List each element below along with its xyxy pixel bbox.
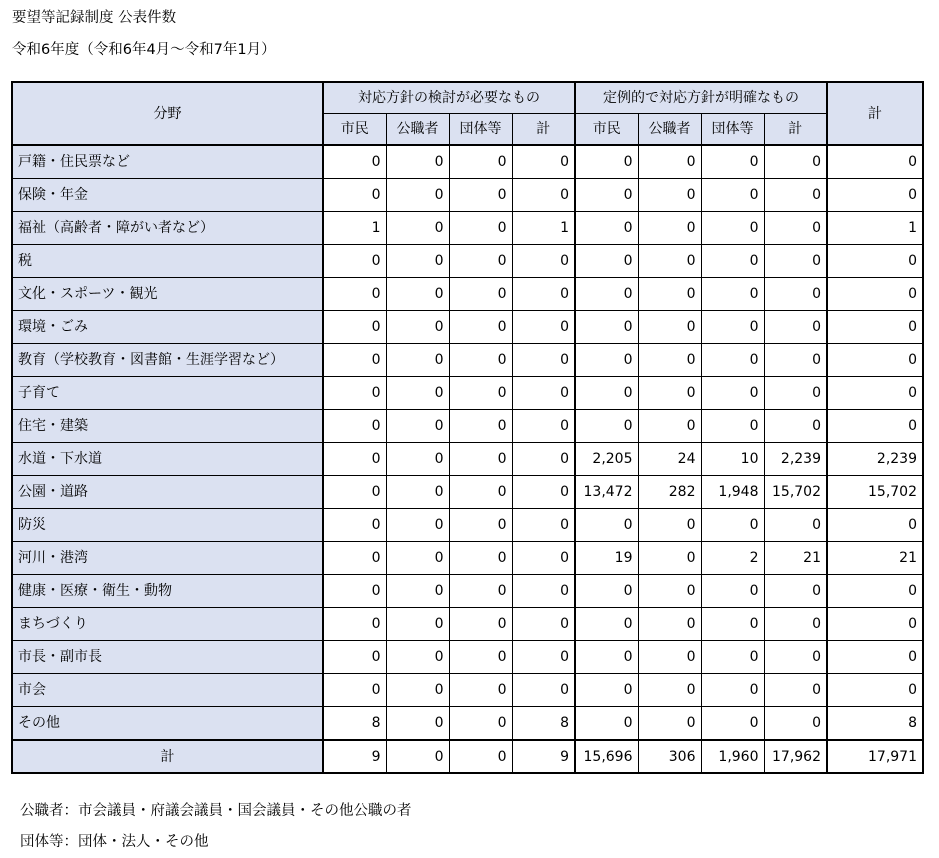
cell-value: 17,962 [764,740,827,773]
cell-value: 0 [764,641,827,674]
cell-value: 0 [512,509,575,542]
table-row [12,278,923,311]
cell-value: 0 [764,377,827,410]
cell-value: 24 [638,443,701,476]
cell-value: 0 [575,344,638,377]
table-row [12,311,923,344]
header-group-b: 定例的で対応方針が明確なもの [575,82,827,114]
cell-value: 0 [827,674,923,707]
cell-value: 0 [449,179,512,212]
cell-value: 0 [701,245,764,278]
page-title: 要望等記録制度 公表件数 [12,10,177,26]
cell-value: 9 [323,740,386,773]
row-category: 河川・港湾 [12,542,323,575]
cell-value: 0 [449,509,512,542]
cell-value: 1 [827,212,923,245]
cell-value: 0 [764,145,827,179]
cell-value: 0 [575,212,638,245]
header-a-subtotal: 計 [512,114,575,146]
cell-value: 0 [449,641,512,674]
cell-value: 0 [449,674,512,707]
cell-value: 0 [512,641,575,674]
row-category: その他 [12,707,323,741]
cell-value: 0 [323,245,386,278]
cell-value: 0 [386,740,449,773]
cell-value: 1 [323,212,386,245]
cell-value: 13,472 [575,476,638,509]
cell-value: 0 [449,740,512,773]
cell-value: 0 [512,674,575,707]
row-category: 文化・スポーツ・観光 [12,278,323,311]
table-row [12,641,923,674]
cell-value: 0 [323,509,386,542]
cell-value: 306 [638,740,701,773]
total-row [12,740,923,773]
cell-value: 0 [764,212,827,245]
cell-value: 15,702 [827,476,923,509]
table-row [12,212,923,245]
header-a-group: 団体等 [449,114,512,146]
cell-value: 0 [386,641,449,674]
cell-value: 0 [449,476,512,509]
cell-value: 282 [638,476,701,509]
header-group-a: 対応方針の検討が必要なもの [323,82,575,114]
cell-value: 0 [323,344,386,377]
table-row [12,443,923,476]
cell-value: 0 [323,476,386,509]
cell-value: 0 [512,377,575,410]
cell-value: 0 [827,179,923,212]
cell-value: 0 [575,608,638,641]
cell-value: 0 [638,145,701,179]
cell-value: 0 [449,212,512,245]
cell-value: 21 [827,542,923,575]
cell-value: 0 [827,245,923,278]
cell-value: 0 [449,542,512,575]
cell-value: 0 [575,377,638,410]
row-category: 住宅・建築 [12,410,323,443]
cell-value: 0 [386,674,449,707]
cell-value: 0 [575,410,638,443]
cell-value: 0 [701,145,764,179]
table-row [12,145,923,179]
cell-value: 0 [386,476,449,509]
cell-value: 0 [575,674,638,707]
cell-value: 0 [764,179,827,212]
cell-value: 0 [638,674,701,707]
cell-value: 0 [449,377,512,410]
header-a-citizen: 市民 [323,114,386,146]
cell-value: 0 [512,608,575,641]
header-b-subtotal: 計 [764,114,827,146]
table-row [12,245,923,278]
header-a-official: 公職者 [386,114,449,146]
cell-value: 0 [512,179,575,212]
cell-value: 2,239 [827,443,923,476]
cell-value: 0 [764,278,827,311]
cell-value: 0 [638,377,701,410]
table-row [12,377,923,410]
cell-value: 0 [764,575,827,608]
cell-value: 0 [386,509,449,542]
cell-value: 0 [386,410,449,443]
row-category: 教育（学校教育・図書館・生涯学習など） [12,344,323,377]
row-category: 水道・下水道 [12,443,323,476]
cell-value: 0 [386,145,449,179]
cell-value: 0 [701,179,764,212]
cell-value: 0 [323,377,386,410]
row-category: 子育て [12,377,323,410]
cell-value: 0 [449,410,512,443]
cell-value: 0 [638,179,701,212]
cell-value: 0 [638,575,701,608]
cell-value: 0 [449,707,512,741]
cell-value: 0 [575,278,638,311]
cell-value: 0 [575,145,638,179]
header-category: 分野 [12,82,323,145]
table-row [12,542,923,575]
cell-value: 0 [701,674,764,707]
cell-value: 0 [764,707,827,741]
cell-value: 0 [512,245,575,278]
cell-value: 0 [827,641,923,674]
cell-value: 0 [323,608,386,641]
header-b-group: 団体等 [701,114,764,146]
cell-value: 0 [512,145,575,179]
cell-value: 0 [386,344,449,377]
cell-value: 2 [701,542,764,575]
table-row [12,608,923,641]
cell-value: 8 [323,707,386,741]
cell-value: 0 [638,212,701,245]
cell-value: 8 [512,707,575,741]
cell-value: 0 [386,311,449,344]
cell-value: 0 [701,212,764,245]
row-category: 公園・道路 [12,476,323,509]
cell-value: 0 [449,145,512,179]
cell-value: 0 [386,212,449,245]
cell-value: 0 [323,179,386,212]
header-row-1 [12,82,923,114]
cell-value: 0 [575,707,638,741]
header-b-official: 公職者 [638,114,701,146]
cell-value: 0 [701,278,764,311]
cell-value: 0 [323,410,386,443]
row-category: まちづくり [12,608,323,641]
cell-value: 17,971 [827,740,923,773]
header-total: 計 [827,82,923,145]
cell-value: 0 [827,344,923,377]
table-row [12,410,923,443]
cell-value: 0 [449,443,512,476]
cell-value: 0 [323,542,386,575]
cell-value: 0 [764,311,827,344]
cell-value: 0 [512,542,575,575]
cell-value: 0 [512,311,575,344]
row-category: 福祉（高齢者・障がい者など） [12,212,323,245]
cell-value: 0 [638,641,701,674]
cell-value: 0 [764,344,827,377]
cell-value: 0 [827,145,923,179]
row-category: 市長・副市長 [12,641,323,674]
table-row [12,344,923,377]
cell-value: 0 [386,179,449,212]
cell-value: 0 [323,145,386,179]
cell-value: 0 [701,641,764,674]
cell-value: 0 [323,443,386,476]
cell-value: 15,702 [764,476,827,509]
cell-value: 0 [827,377,923,410]
cell-value: 1 [512,212,575,245]
cell-value: 0 [512,278,575,311]
cell-value: 0 [701,608,764,641]
cell-value: 0 [386,278,449,311]
cell-value: 0 [764,608,827,641]
cell-value: 0 [323,575,386,608]
cell-value: 0 [575,311,638,344]
cell-value: 8 [827,707,923,741]
note-groups: 団体等：団体・法人・その他 [20,834,209,850]
cell-value: 0 [449,344,512,377]
table-row [12,707,923,741]
cell-value: 0 [827,311,923,344]
cell-value: 0 [764,674,827,707]
row-category: 保険・年金 [12,179,323,212]
cell-value: 0 [638,509,701,542]
cell-value: 0 [638,707,701,741]
cell-value: 0 [575,641,638,674]
cell-value: 0 [575,179,638,212]
cell-value: 0 [764,245,827,278]
cell-value: 0 [764,509,827,542]
cell-value: 19 [575,542,638,575]
cell-value: 2,205 [575,443,638,476]
cell-value: 0 [638,278,701,311]
row-category: 防災 [12,509,323,542]
cell-value: 0 [701,575,764,608]
cell-value: 0 [512,575,575,608]
cell-value: 1,960 [701,740,764,773]
cell-value: 21 [764,542,827,575]
cell-value: 0 [701,344,764,377]
cell-value: 0 [638,344,701,377]
cell-value: 0 [512,344,575,377]
cell-value: 0 [638,608,701,641]
cell-value: 0 [386,707,449,741]
cell-value: 0 [827,509,923,542]
row-category: 市会 [12,674,323,707]
cell-value: 0 [386,608,449,641]
cell-value: 10 [701,443,764,476]
cell-value: 0 [386,542,449,575]
cell-value: 0 [638,542,701,575]
cell-value: 0 [449,278,512,311]
cell-value: 0 [449,608,512,641]
cell-value: 0 [701,707,764,741]
cell-value: 0 [701,311,764,344]
cell-value: 0 [638,311,701,344]
total-label: 計 [12,740,323,773]
cell-value: 0 [827,575,923,608]
cell-value: 0 [512,410,575,443]
table-row [12,674,923,707]
cell-value: 1,948 [701,476,764,509]
cell-value: 0 [323,311,386,344]
row-category: 戸籍・住民票など [12,145,323,179]
cell-value: 0 [512,443,575,476]
note-officials: 公職者：市会議員・府議会議員・国会議員・その他公職の者 [20,803,412,819]
cell-value: 0 [449,245,512,278]
cell-value: 0 [386,575,449,608]
header-b-citizen: 市民 [575,114,638,146]
cell-value: 0 [827,278,923,311]
page-subtitle: 令和6年度（令和6年4月～令和7年1月） [12,42,276,58]
cell-value: 0 [575,575,638,608]
cell-value: 0 [701,509,764,542]
cell-value: 0 [323,641,386,674]
cell-value: 0 [449,575,512,608]
cell-value: 2,239 [764,443,827,476]
cell-value: 0 [638,245,701,278]
table-row [12,179,923,212]
cell-value: 0 [764,410,827,443]
cell-value: 15,696 [575,740,638,773]
cell-value: 0 [449,311,512,344]
cell-value: 0 [512,476,575,509]
row-category: 税 [12,245,323,278]
cell-value: 0 [323,278,386,311]
cell-value: 0 [638,410,701,443]
cell-value: 0 [386,377,449,410]
cell-value: 0 [575,245,638,278]
cell-value: 0 [575,509,638,542]
cell-value: 0 [701,377,764,410]
cell-value: 0 [827,608,923,641]
cell-value: 0 [386,245,449,278]
cell-value: 0 [386,443,449,476]
cell-value: 0 [323,674,386,707]
row-category: 環境・ごみ [12,311,323,344]
cell-value: 0 [701,410,764,443]
table-row [12,575,923,608]
cell-value: 0 [827,410,923,443]
row-category: 健康・医療・衛生・動物 [12,575,323,608]
statistics-table [11,81,924,774]
table-row [12,509,923,542]
cell-value: 9 [512,740,575,773]
table-row [12,476,923,509]
